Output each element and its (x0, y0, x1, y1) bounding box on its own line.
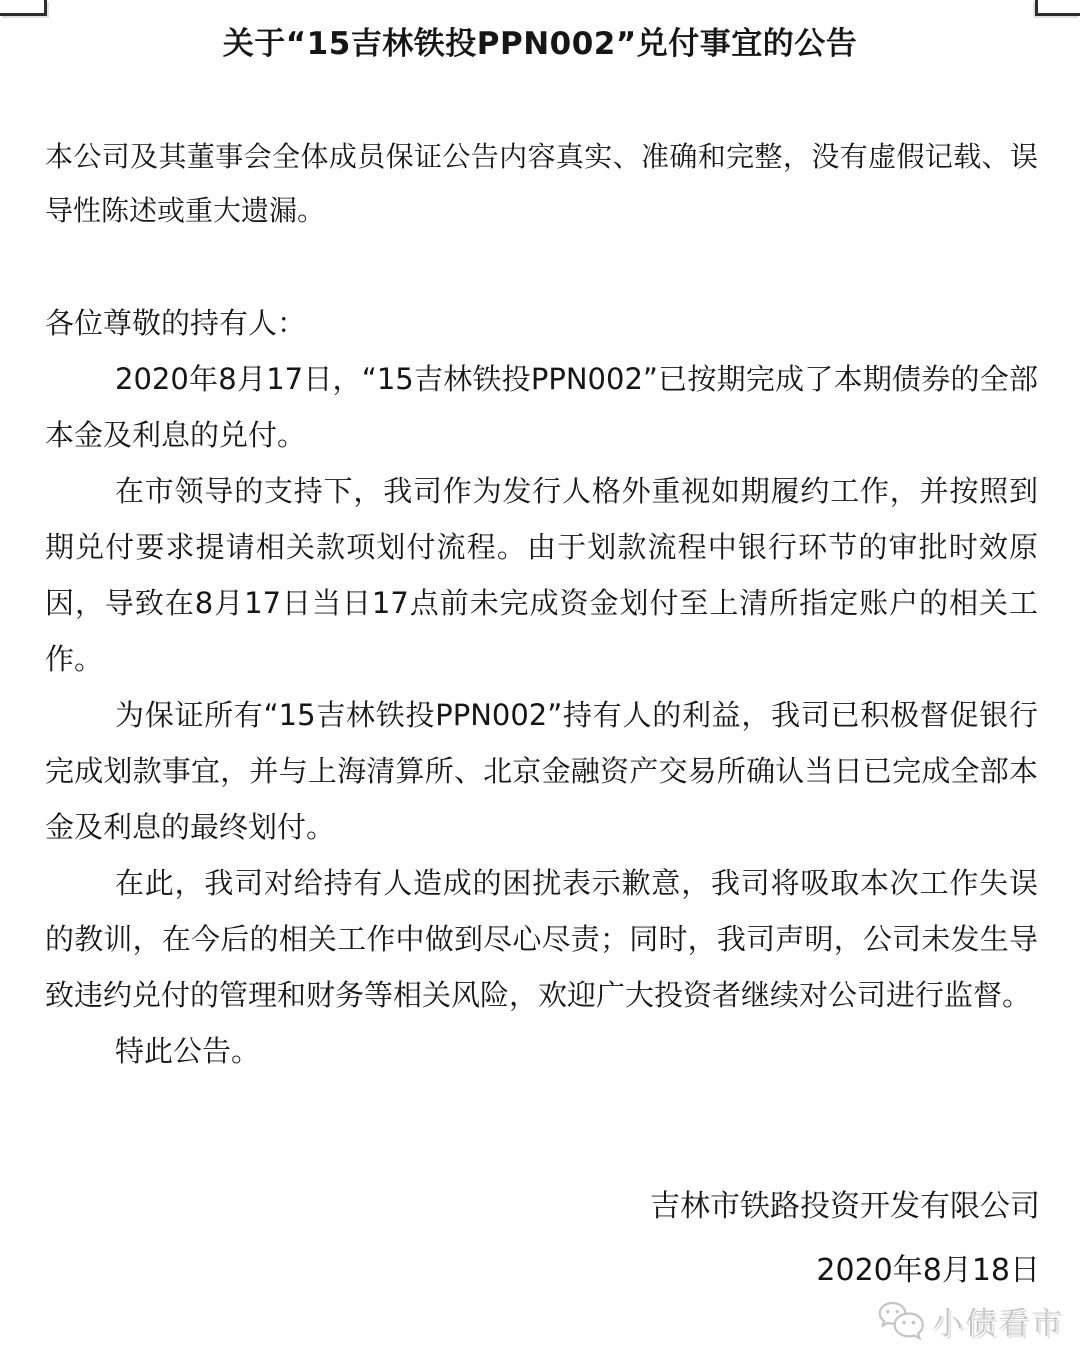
watermark (878, 1298, 1064, 1343)
corner-mark-left (0, 0, 47, 16)
announcement-body (45, 295, 1038, 1079)
signature-block (650, 1188, 1040, 1290)
disclaimer-text: 本公司及其董事会全体成员保证公告内容真实、准确和完整，没有虚假记载、误导性陈述或重大遗漏。 (45, 140, 1038, 227)
corner-mark-right (1035, 0, 1080, 16)
page-title: 关于“15吉林铁投PPN002”兑付事宜的公告 (222, 26, 858, 62)
paragraph-4: 在此，我司对给持有人造成的困扰表示歉意，我司将吸取本次工作失误的教训，在今后的相关工作中做到尽心尽责；同时，我司声明，公司未发生导致违约兑付的管理和财务等相关风险，欢迎广大投资者继续对公司进行监督。 (45, 866, 1038, 1012)
closing-text: 特此公告。 (115, 1034, 261, 1068)
signature-date: 2020年8月18日 (816, 1253, 1040, 1288)
company-signature: 吉林市铁路投资开发有限公司 (650, 1189, 1040, 1224)
watermark-label: 小债看市 (932, 1306, 1064, 1342)
paragraph-1: 2020年8月17日，“15吉林铁投PPN002”已按期完成了本期债券的全部本金及利息的兑付。 (45, 362, 1038, 452)
wechat-icon (878, 1300, 926, 1342)
paragraph-2: 在市领导的支持下，我司作为发行人格外重视如期履约工作，并按照到期兑付要求提请相关款项划付流程。由于划款流程中银行环节的审批时效原因，导致在8月17日当日17点前未完成资金划付至上清所指定账户的相关工作。 (45, 474, 1038, 676)
paragraph-3: 为保证所有“15吉林铁投PPN002”持有人的利益，我司已积极督促银行完成划款事宜，并与上海清算所、北京金融资产交易所确认当日已完成全部本金及利息的最终划付。 (45, 698, 1038, 844)
salutation: 各位尊敬的持有人： (45, 306, 307, 340)
